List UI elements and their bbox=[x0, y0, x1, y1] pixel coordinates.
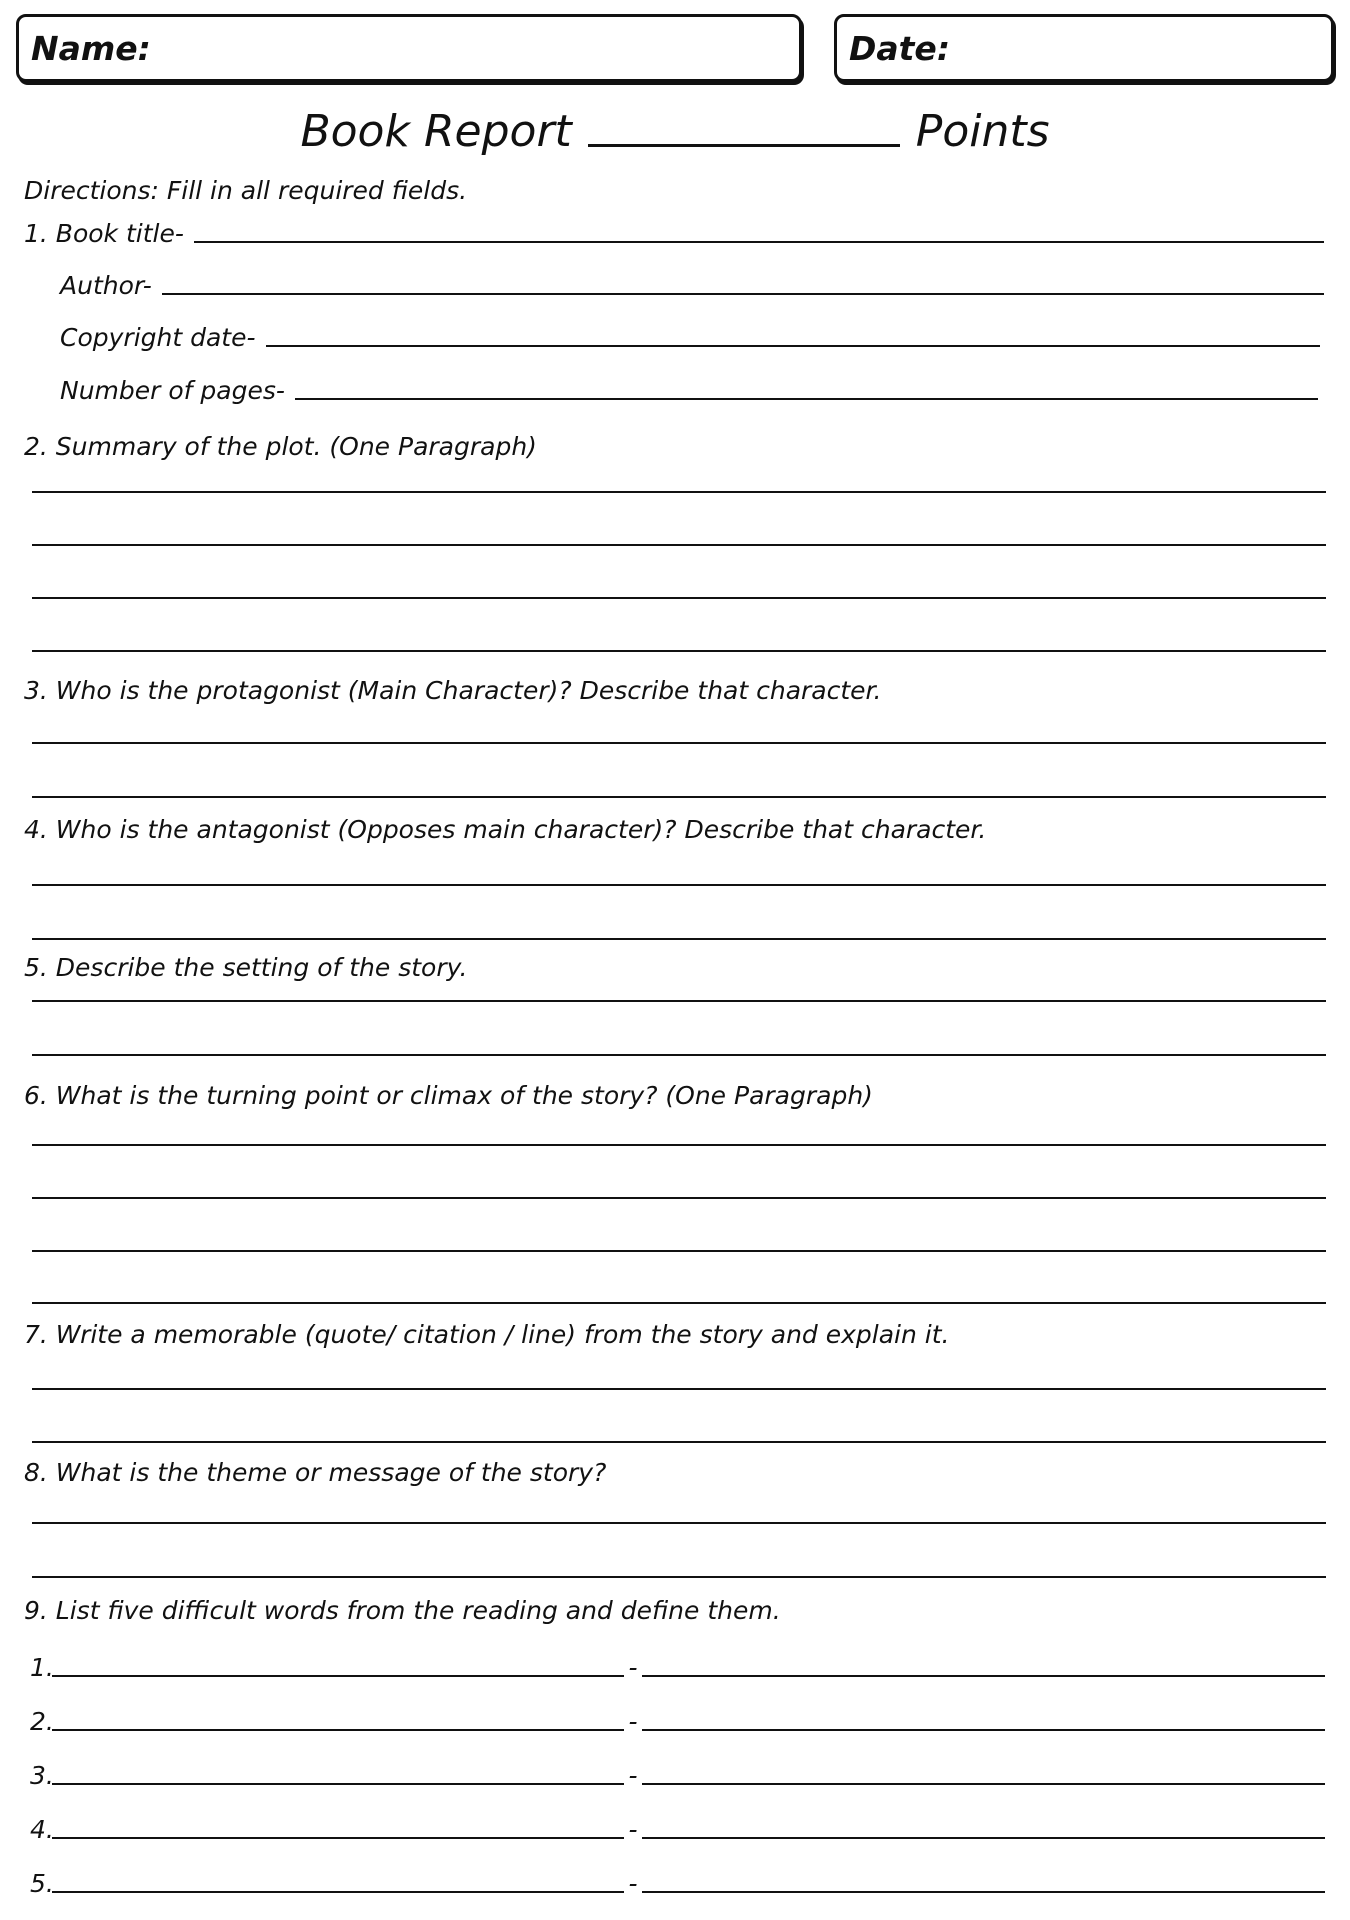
answer-line[interactable] bbox=[32, 597, 1326, 599]
word-line[interactable] bbox=[52, 1729, 624, 1731]
question-4: 4. Who is the antagonist (Opposes main character)? Describe that character. bbox=[24, 815, 987, 844]
word-number: 4. bbox=[30, 1815, 54, 1844]
definition-line[interactable] bbox=[642, 1729, 1325, 1731]
answer-line[interactable] bbox=[32, 1522, 1326, 1524]
name-label: Name: bbox=[31, 29, 151, 68]
question-6: 6. What is the turning point or climax of the story? (One Paragraph) bbox=[24, 1081, 873, 1110]
answer-line[interactable] bbox=[32, 1576, 1326, 1578]
word-line[interactable] bbox=[52, 1783, 624, 1785]
answer-line[interactable] bbox=[32, 491, 1326, 493]
word-dash: - bbox=[628, 1707, 638, 1736]
question-5: 5. Describe the setting of the story. bbox=[24, 953, 468, 982]
answer-line[interactable] bbox=[32, 1000, 1326, 1002]
date-label: Date: bbox=[849, 29, 951, 68]
definition-line[interactable] bbox=[642, 1675, 1325, 1677]
word-number: 3. bbox=[30, 1761, 54, 1790]
date-field[interactable] bbox=[834, 14, 1334, 82]
word-number: 1. bbox=[30, 1653, 54, 1682]
points-blank[interactable] bbox=[588, 144, 900, 147]
answer-line[interactable] bbox=[32, 1197, 1326, 1199]
pages-label: Number of pages- bbox=[60, 376, 285, 405]
word-number: 2. bbox=[30, 1707, 54, 1736]
answer-line[interactable] bbox=[32, 1388, 1326, 1390]
word-row-3 bbox=[30, 1756, 1325, 1790]
question-2: 2. Summary of the plot. (One Paragraph) bbox=[24, 432, 537, 461]
answer-line[interactable] bbox=[32, 884, 1326, 886]
author-field[interactable] bbox=[60, 266, 1324, 300]
page-title bbox=[0, 95, 1350, 157]
title-left: Book Report bbox=[300, 106, 572, 157]
word-line[interactable] bbox=[52, 1837, 624, 1839]
word-row-1 bbox=[30, 1648, 1325, 1682]
definition-line[interactable] bbox=[642, 1837, 1325, 1839]
book-title-field[interactable] bbox=[24, 214, 1324, 248]
author-line[interactable] bbox=[162, 293, 1324, 295]
question-8: 8. What is the theme or message of the story? bbox=[24, 1458, 607, 1487]
copyright-label: Copyright date- bbox=[60, 323, 256, 352]
definition-line[interactable] bbox=[642, 1891, 1325, 1893]
title-right: Points bbox=[915, 106, 1050, 157]
word-row-5 bbox=[30, 1864, 1325, 1898]
word-dash: - bbox=[628, 1815, 638, 1844]
pages-field[interactable] bbox=[60, 371, 1318, 405]
word-dash: - bbox=[628, 1869, 638, 1898]
word-line[interactable] bbox=[52, 1675, 624, 1677]
definition-line[interactable] bbox=[642, 1783, 1325, 1785]
answer-line[interactable] bbox=[32, 650, 1326, 652]
book-title-line[interactable] bbox=[194, 241, 1324, 243]
pages-line[interactable] bbox=[295, 398, 1318, 400]
directions-text: Directions: Fill in all required fields. bbox=[24, 176, 468, 205]
copyright-line[interactable] bbox=[266, 345, 1321, 347]
word-number: 5. bbox=[30, 1869, 54, 1898]
answer-line[interactable] bbox=[32, 1250, 1326, 1252]
word-row-2 bbox=[30, 1702, 1325, 1736]
answer-line[interactable] bbox=[32, 938, 1326, 940]
answer-line[interactable] bbox=[32, 544, 1326, 546]
answer-line[interactable] bbox=[32, 1302, 1326, 1304]
word-line[interactable] bbox=[52, 1891, 624, 1893]
answer-line[interactable] bbox=[32, 1441, 1326, 1443]
name-field[interactable] bbox=[16, 14, 802, 82]
question-3: 3. Who is the protagonist (Main Character)? Describe that character. bbox=[24, 676, 882, 705]
answer-line[interactable] bbox=[32, 796, 1326, 798]
copyright-field[interactable] bbox=[60, 318, 1320, 352]
question-7: 7. Write a memorable (quote/ citation / line) from the story and explain it. bbox=[24, 1320, 950, 1349]
author-label: Author- bbox=[60, 271, 152, 300]
answer-line[interactable] bbox=[32, 1144, 1326, 1146]
answer-line[interactable] bbox=[32, 742, 1326, 744]
word-dash: - bbox=[628, 1761, 638, 1790]
answer-line[interactable] bbox=[32, 1054, 1326, 1056]
word-dash: - bbox=[628, 1653, 638, 1682]
word-row-4 bbox=[30, 1810, 1325, 1844]
book-title-label: 1. Book title- bbox=[24, 219, 184, 248]
question-9: 9. List five difficult words from the reading and define them. bbox=[24, 1596, 781, 1625]
